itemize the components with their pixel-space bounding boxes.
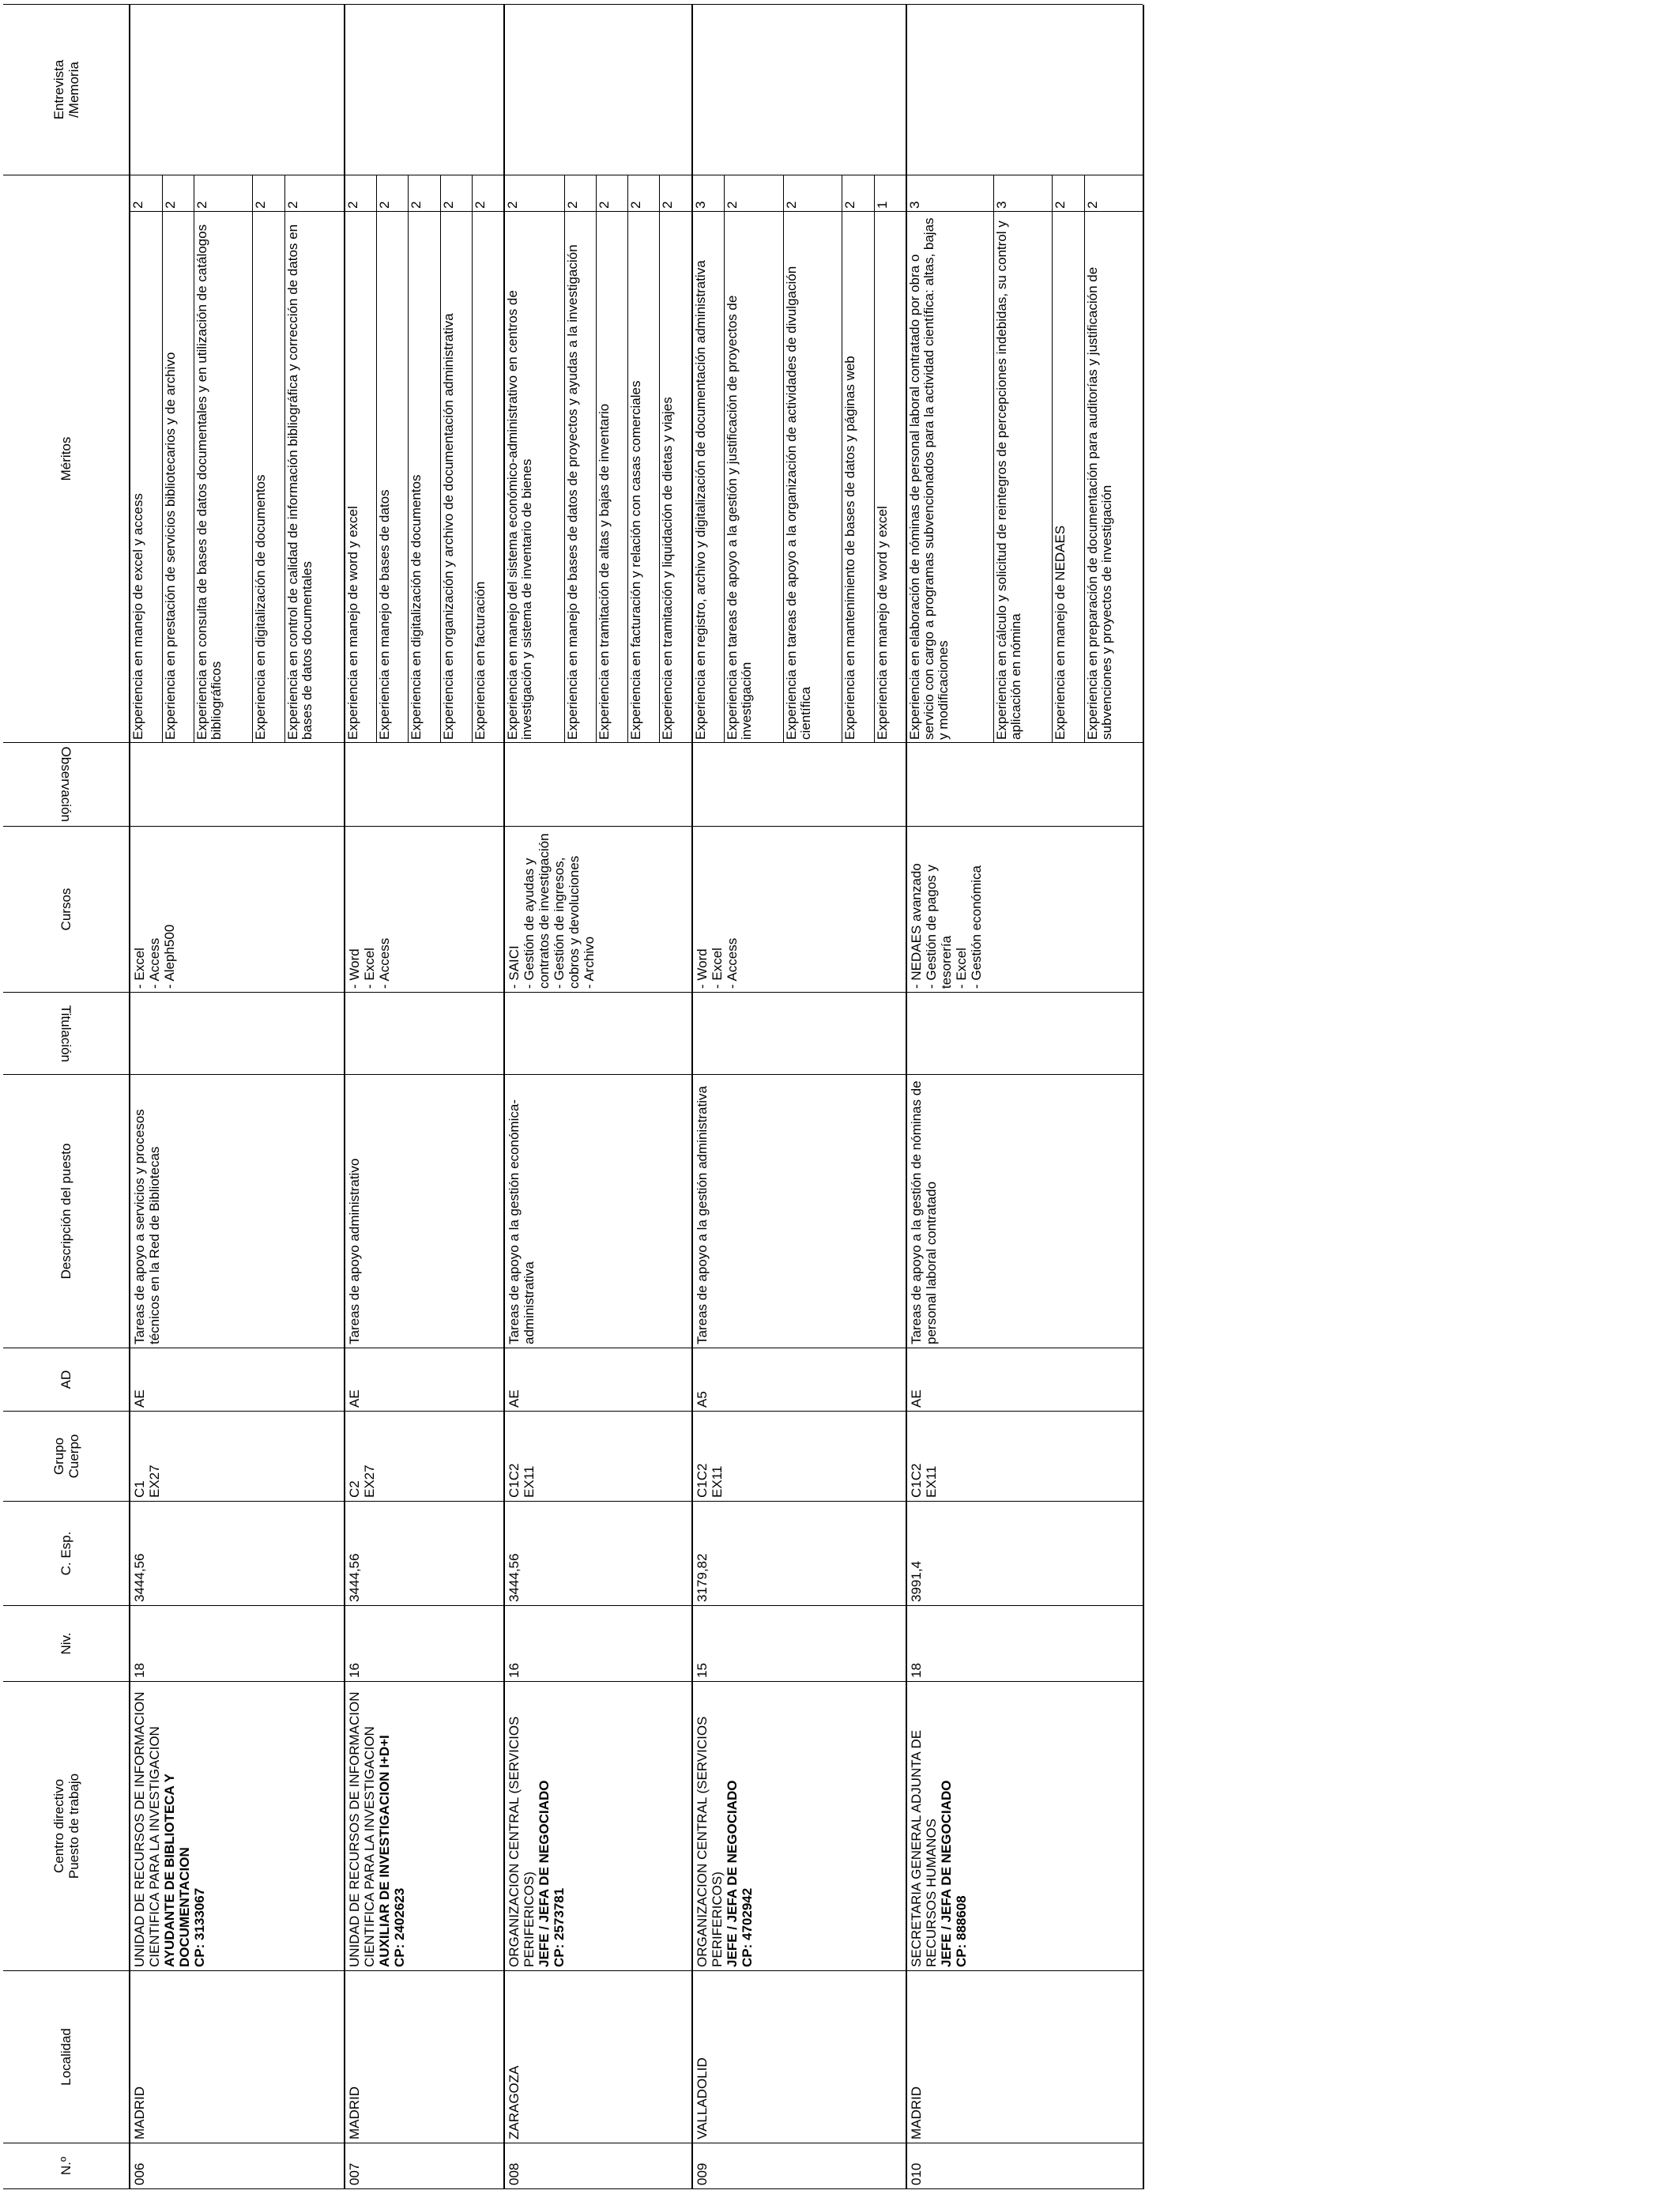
cell-num-text: 007	[346, 2162, 362, 2185]
cell-descripcion	[130, 1075, 345, 1348]
header-row	[3, 4, 130, 2188]
cell-localidad	[906, 1971, 1143, 2143]
cell-ad-text: A5	[694, 1391, 710, 1408]
merit-points: 2	[194, 175, 253, 211]
cell-cesp	[692, 1502, 907, 1606]
merit-points: 2	[345, 175, 377, 211]
cell-ad	[504, 1348, 691, 1412]
merit-text: Experiencia en mantenimiento de bases de datos y páginas web	[842, 212, 874, 743]
cell-niv-text: 16	[346, 1663, 362, 1678]
cell-num-text: 006	[132, 2162, 147, 2185]
merit-text: Experiencia en manejo de word y excel	[345, 212, 377, 743]
merit-text: Experiencia en facturación y relación con casas comerciales	[627, 212, 659, 743]
merit-text: Experiencia en prestación de servicios bibliotecarios y de archivo	[162, 212, 194, 743]
cell-grupo	[504, 1412, 691, 1502]
merit-text: Experiencia en tareas de apoyo a la organización de actividades de divulgación científica	[783, 212, 842, 743]
cell-localidad-text: MADRID	[909, 2086, 925, 2139]
cell-cursos-text: - Excel - Access - Aleph500	[132, 924, 177, 989]
cell-descripcion-text: Tareas de apoyo a la gestión económica-administrativa	[507, 1099, 537, 1344]
merit-points: 2	[377, 175, 409, 211]
merit-text: Experiencia en tramitación y liquidación de dietas y viajes	[660, 212, 692, 743]
cell-entrevista	[906, 4, 1143, 175]
cell-entrevista	[345, 4, 505, 175]
cell-grupo-text: C1C2 EX11	[694, 1463, 725, 1498]
cell-niv-text: 18	[909, 1663, 925, 1678]
puesto-title: JEFE / JEFA DE NEGOCIADO	[724, 1780, 740, 1967]
merit-text: Experiencia en manejo de word y excel	[874, 212, 906, 743]
cell-grupo	[130, 1412, 345, 1502]
header-grupo: Grupo Cuerpo	[3, 1412, 130, 1502]
merit-text: Experiencia en manejo de excel y access	[130, 212, 162, 743]
cell-cursos-text: - Word - Excel - Access	[694, 937, 740, 989]
header-titulacion: Titulación	[3, 993, 130, 1075]
cell-ad-text: AE	[909, 1389, 925, 1408]
cell-ad	[345, 1348, 505, 1412]
table-row	[130, 4, 162, 2188]
cell-ad-text: AE	[346, 1389, 362, 1408]
table-row	[906, 4, 993, 2188]
cell-cursos-text: - Word - Excel - Access	[346, 937, 392, 989]
cell-observacion	[692, 743, 907, 827]
cell-num-text: 009	[694, 2162, 710, 2185]
header-descripcion: Descripción del puesto	[3, 1075, 130, 1348]
merit-text: Experiencia en consulta de bases de datos documentales y en utilización de catálogos bibliográficos	[194, 212, 253, 743]
cell-centro	[130, 1682, 345, 1971]
cell-num	[692, 2143, 907, 2189]
cell-niv-text: 18	[132, 1663, 147, 1678]
merit-points: 2	[725, 175, 784, 211]
cell-centro	[504, 1682, 691, 1971]
merit-text: Experiencia en organización y archivo de documentación administrativa	[440, 212, 472, 743]
table-row	[692, 4, 725, 2188]
cell-ad	[906, 1348, 1143, 1412]
merit-text: Experiencia en manejo de bases de datos	[377, 212, 409, 743]
cell-descripcion	[345, 1075, 505, 1348]
merit-text: Experiencia en manejo de NEDAES	[1053, 212, 1084, 743]
cell-centro-text: ORGANIZACION CENTRAL (SERVICIOS PERIFERICOS)	[507, 1716, 537, 1967]
cell-descripcion	[504, 1075, 691, 1348]
cell-descripcion	[906, 1075, 1143, 1348]
cell-titulacion	[345, 993, 505, 1075]
header-cesp: C. Esp.	[3, 1502, 130, 1606]
cell-observacion	[130, 743, 345, 827]
cell-ad	[692, 1348, 907, 1412]
header-meritos: Méritos	[3, 175, 130, 742]
cell-grupo	[906, 1412, 1143, 1502]
puesto-cp: CP: 2402623	[391, 1887, 407, 1967]
merit-points: 2	[564, 175, 596, 211]
merit-points: 2	[627, 175, 659, 211]
cell-centro	[345, 1682, 505, 1971]
cell-cesp-text: 3444,56	[132, 1553, 147, 1602]
cell-num-text: 008	[507, 2162, 522, 2185]
puesto-title: AYUDANTE DE BIBLIOTECA Y DOCUMENTACION	[162, 1774, 192, 1967]
cell-cursos	[345, 827, 505, 993]
header-ad: AD	[3, 1348, 130, 1412]
puesto-cp: CP: 3133067	[192, 1887, 207, 1967]
merit-points: 2	[783, 175, 842, 211]
cell-descripcion-text: Tareas de apoyo a la gestión administrativa	[694, 1086, 710, 1344]
merit-text: Experiencia en tareas de apoyo a la gestión y justificación de proyectos de investigación	[725, 212, 784, 743]
cell-niv	[504, 1606, 691, 1682]
cell-centro	[906, 1682, 1143, 1971]
header-cursos: Cursos	[3, 827, 130, 993]
merit-points: 2	[440, 175, 472, 211]
merit-points: 2	[253, 175, 284, 211]
cell-num	[504, 2143, 691, 2189]
cell-cursos	[692, 827, 907, 993]
cell-entrevista	[692, 4, 907, 175]
cell-grupo-text: C1 EX27	[132, 1465, 162, 1498]
merit-points: 3	[993, 175, 1053, 211]
cell-ad-text: AE	[132, 1389, 147, 1408]
header-observacion: Observación	[3, 743, 130, 827]
cell-localidad-text: MADRID	[346, 2086, 362, 2139]
cell-observacion	[906, 743, 1143, 827]
cell-entrevista	[130, 4, 345, 175]
table-row	[504, 4, 564, 2188]
cell-descripcion-text: Tareas de apoyo a la gestión de nóminas de personal laboral contratado	[909, 1080, 940, 1344]
cell-entrevista	[504, 4, 691, 175]
merit-points: 2	[284, 175, 345, 211]
cell-localidad	[345, 1971, 505, 2143]
cell-grupo-text: C1C2 EX11	[909, 1463, 940, 1498]
cell-grupo-text: C1C2 EX11	[507, 1463, 537, 1498]
cell-cesp	[504, 1502, 691, 1606]
cell-localidad-text: MADRID	[132, 2086, 147, 2139]
merit-text: Experiencia en digitalización de documentos	[253, 212, 284, 743]
cell-niv	[692, 1606, 907, 1682]
cell-niv	[906, 1606, 1143, 1682]
header-niv: Niv.	[3, 1606, 130, 1682]
cell-observacion	[504, 743, 691, 827]
cell-cursos-text: - SAICI - Gestión de ayudas y contratos de investigación - Gestión de ingresos, cobros y devoluciones - Archivo	[507, 833, 597, 989]
cell-num	[130, 2143, 345, 2189]
cell-ad	[130, 1348, 345, 1412]
cell-centro-text: ORGANIZACION CENTRAL (SERVICIOS PERIFERICOS)	[694, 1716, 725, 1967]
cell-descripcion-text: Tareas de apoyo administrativo	[346, 1158, 362, 1344]
cell-localidad-text: ZARAGOZA	[507, 2065, 522, 2139]
cell-niv-text: 15	[694, 1663, 710, 1678]
cell-observacion	[345, 743, 505, 827]
merit-text: Experiencia en control de calidad de información bibliográfica y corrección de datos en bases de datos documentales	[284, 212, 345, 743]
cell-grupo-text: C2 EX27	[346, 1465, 377, 1498]
puesto-title: JEFE / JEFA DE NEGOCIADO	[939, 1780, 955, 1967]
cell-descripcion	[692, 1075, 907, 1348]
merit-points: 2	[1053, 175, 1084, 211]
merit-points: 3	[692, 175, 725, 211]
cell-niv	[345, 1606, 505, 1682]
merit-text: Experiencia en elaboración de nóminas de personal laboral contratado por obra o servicio con cargo a programas subvencionados para la actividad científica: altas, bajas y modificaciones	[906, 212, 993, 743]
merit-text: Experiencia en manejo de bases de datos de proyectos y ayudas a la investigación	[564, 212, 596, 743]
cell-centro-text: UNIDAD DE RECURSOS DE INFORMACION CIENTIFICA PARA LA INVESTIGACION	[132, 1691, 162, 1967]
header-entrevista: Entrevista /Memoria	[3, 4, 130, 175]
merit-points: 2	[130, 175, 162, 211]
cell-localidad	[130, 1971, 345, 2143]
cell-localidad	[692, 1971, 907, 2143]
cell-titulacion	[906, 993, 1143, 1075]
table-row	[345, 4, 377, 2188]
merit-points: 2	[596, 175, 627, 211]
header-centro: Centro directivo Puesto de trabajo	[3, 1682, 130, 1971]
merit-text: Experiencia en registro, archivo y digitalización de documentación administrativa	[692, 212, 725, 743]
cell-grupo	[692, 1412, 907, 1502]
cell-cesp-text: 3179,82	[694, 1553, 710, 1602]
puesto-cp: CP: 2573781	[552, 1887, 567, 1967]
header-localidad: Localidad	[3, 1971, 130, 2143]
cell-descripcion-text: Tareas de apoyo a servicios y procesos técnicos en la Red de Bibliotecas	[132, 1109, 162, 1344]
cell-grupo	[345, 1412, 505, 1502]
header-num: N.º	[3, 2143, 130, 2189]
merit-points: 2	[1084, 175, 1143, 211]
merit-text: Experiencia en digitalización de documentos	[409, 212, 440, 743]
puesto-cp: CP: 888608	[954, 1895, 970, 1967]
cell-cesp	[130, 1502, 345, 1606]
puesto-cp: CP: 4702942	[739, 1887, 755, 1967]
cell-cursos	[130, 827, 345, 993]
cell-num	[906, 2143, 1143, 2189]
cell-centro-text: SECRETARIA GENERAL ADJUNTA DE RECURSOS HUMANOS	[909, 1729, 940, 1967]
puesto-title: AUXILIAR DE INVESTIGACION I+D+I	[376, 1735, 392, 1967]
positions-table	[3, 4, 1143, 2189]
merit-text: Experiencia en manejo del sistema económico-administrativo en centros de investigación y sistema de inventario de bienes	[504, 212, 564, 743]
merit-points: 2	[504, 175, 564, 211]
cell-cesp-text: 3444,56	[346, 1553, 362, 1602]
cell-localidad-text: VALLADOLID	[694, 2057, 710, 2139]
cell-titulacion	[504, 993, 691, 1075]
merit-points: 2	[162, 175, 194, 211]
cell-cursos	[504, 827, 691, 993]
cell-cesp	[345, 1502, 505, 1606]
cell-localidad	[504, 1971, 691, 2143]
merit-points: 3	[906, 175, 993, 211]
cell-num	[345, 2143, 505, 2189]
cell-cursos	[906, 827, 1143, 993]
cell-centro	[692, 1682, 907, 1971]
cell-cesp-text: 3444,56	[507, 1553, 522, 1602]
cell-ad-text: AE	[507, 1389, 522, 1408]
cell-niv-text: 16	[507, 1663, 522, 1678]
table-body	[130, 4, 1143, 2188]
merit-points: 2	[842, 175, 874, 211]
cell-niv	[130, 1606, 345, 1682]
merit-text: Experiencia en facturación	[472, 212, 504, 743]
cell-cesp-text: 3991,4	[909, 1561, 925, 1602]
cell-titulacion	[130, 993, 345, 1075]
cell-cesp	[906, 1502, 1143, 1606]
cell-titulacion	[692, 993, 907, 1075]
cell-num-text: 010	[909, 2162, 925, 2185]
merit-text: Experiencia en cálculo y solicitud de reintegros de percepciones indebidas, su control y aplicación en nómina	[993, 212, 1053, 743]
merit-points: 1	[874, 175, 906, 211]
cell-centro-text: UNIDAD DE RECURSOS DE INFORMACION CIENTIFICA PARA LA INVESTIGACION	[346, 1691, 377, 1967]
merit-points: 2	[472, 175, 504, 211]
puesto-title: JEFE / JEFA DE NEGOCIADO	[537, 1780, 552, 1967]
merit-points: 2	[660, 175, 692, 211]
merit-points: 2	[409, 175, 440, 211]
bottom-rule	[1143, 5, 1144, 2189]
cell-cursos-text: - NEDAES avanzado - Gestión de pagos y tesorería - Excel - Gestión económica	[909, 863, 985, 989]
merit-text: Experiencia en preparación de documentación para auditorías y justificación de subvenciones y proyectos de investigación	[1084, 212, 1143, 743]
merit-text: Experiencia en tramitación de altas y bajas de inventario	[596, 212, 627, 743]
